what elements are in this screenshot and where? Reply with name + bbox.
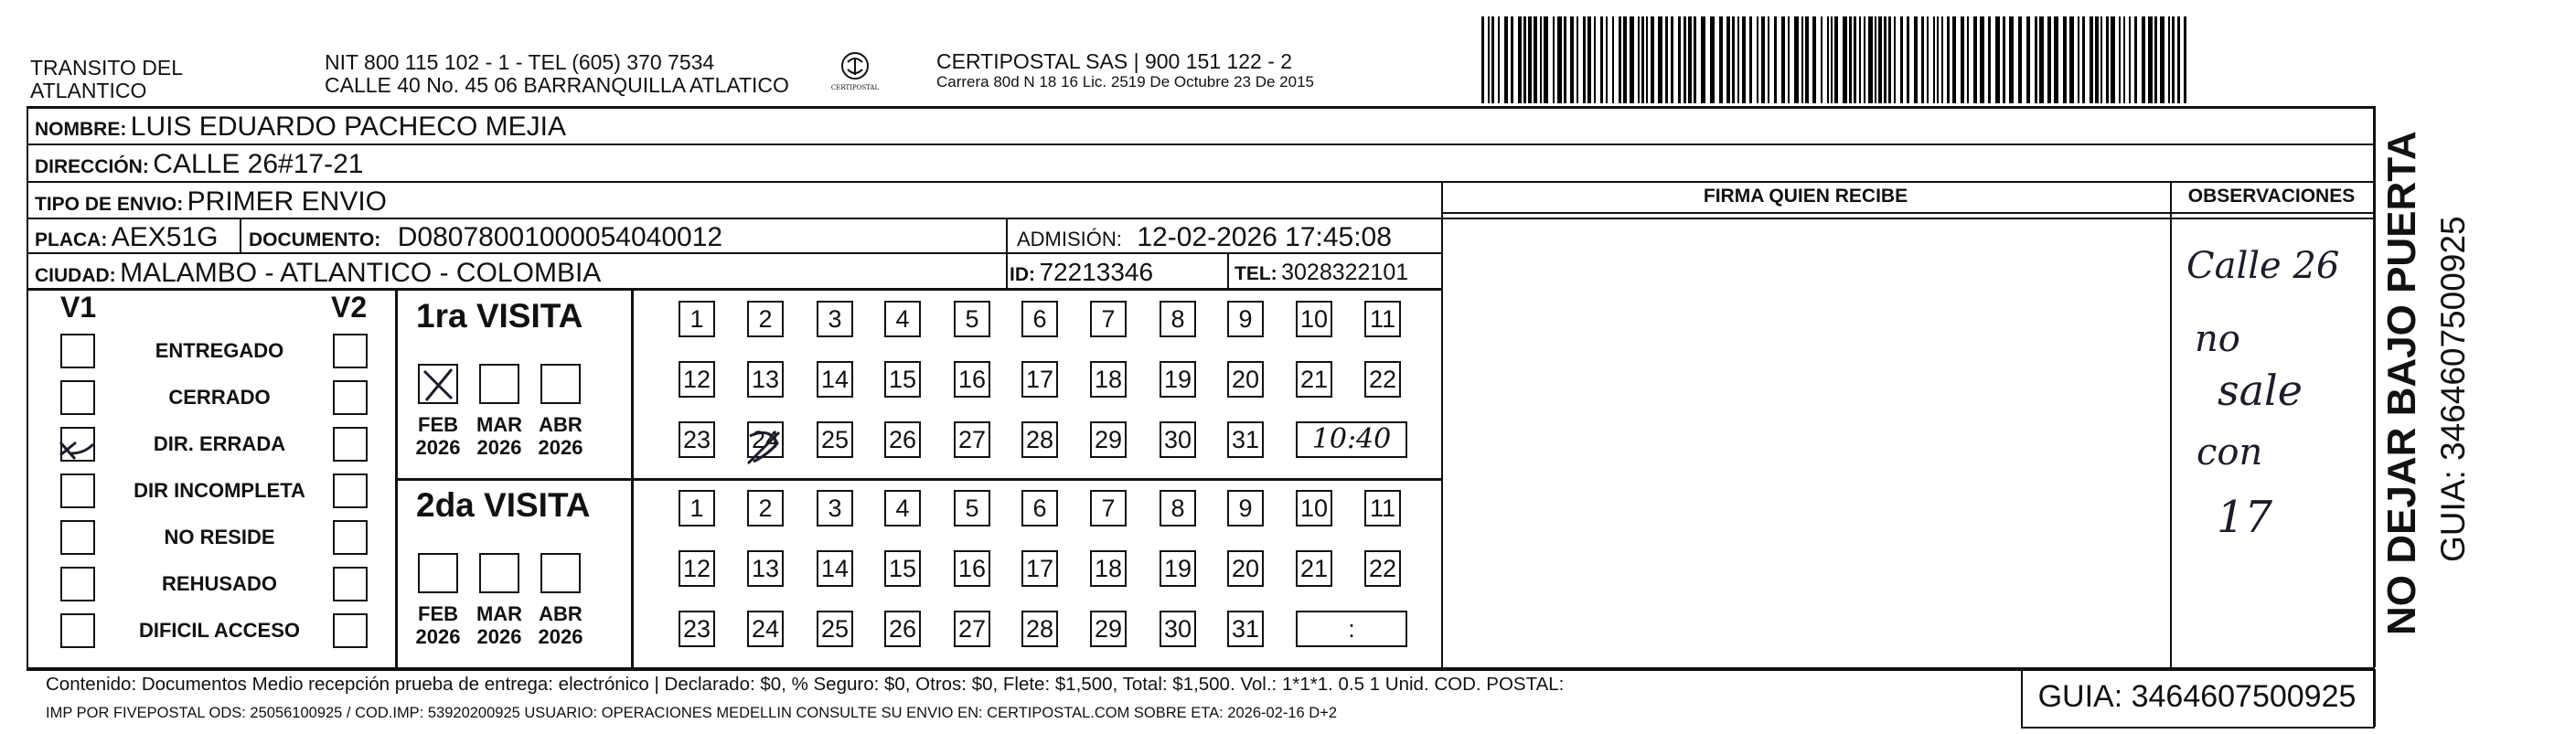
v1-checkbox[interactable] (60, 520, 95, 555)
ciudad-field (35, 258, 601, 289)
day-box[interactable]: 21 (1296, 361, 1332, 398)
day-box[interactable]: 17 (1021, 550, 1058, 587)
barcode-bar (1623, 16, 1627, 103)
day-box[interactable]: 27 (954, 421, 990, 458)
day-box[interactable]: 16 (954, 361, 990, 398)
address-line: CALLE 40 No. 45 06 BARRANQUILLA ATLATICO (325, 73, 789, 97)
barcode-bar (1827, 16, 1829, 103)
barcode-bar (2119, 16, 2121, 103)
month-checkbox[interactable] (479, 364, 519, 404)
day-box[interactable]: 28 (1021, 611, 1058, 647)
v1-checkmark (53, 426, 117, 472)
barcode-bar (1914, 16, 1918, 103)
barcode-bar (2039, 16, 2044, 103)
day-box[interactable]: 3 (817, 301, 853, 337)
id-label: ID: (1010, 264, 1035, 285)
barcode-bar (2063, 16, 2067, 103)
barcode-bar (1523, 16, 1526, 103)
day-box[interactable]: 1 (679, 301, 715, 337)
barcode-bar (1701, 16, 1705, 103)
org-name-line2: ATLANTICO (30, 79, 147, 102)
v2-checkbox[interactable] (333, 427, 368, 462)
month-label (472, 602, 527, 648)
day-box[interactable]: 11 (1364, 301, 1401, 337)
license-line: Carrera 80d N 18 16 Lic. 2519 De Octubre 23 De 2015 (936, 73, 1314, 90)
col-line (1227, 252, 1229, 288)
barcode-bar (1719, 16, 1723, 103)
barcode-bar (1638, 16, 1640, 103)
day-box[interactable]: 14 (817, 361, 853, 398)
barcode-bar (2090, 16, 2093, 103)
barcode-bar (1921, 16, 1924, 103)
nombre-field (35, 112, 566, 143)
barcode-bar (2177, 16, 2180, 103)
barcode-bar (1933, 16, 1935, 103)
barcode-bar (1878, 16, 1882, 103)
day-box[interactable]: 10 (1296, 301, 1332, 337)
day-box[interactable]: 19 (1160, 361, 1196, 398)
documento-label: DOCUMENTO: (249, 229, 381, 250)
barcode-bar (2026, 16, 2030, 103)
admision-field (1017, 222, 1392, 253)
day-box[interactable]: 28 (1021, 421, 1058, 458)
barcode-bar (2129, 16, 2131, 103)
day-box[interactable]: 6 (1021, 490, 1058, 527)
tipo-envio-label: TIPO DE ENVIO: (35, 194, 184, 215)
day-24-mark (743, 427, 788, 469)
barcode-bar (1894, 16, 1896, 103)
barcode-bar (1671, 16, 1673, 103)
barcode-bar (1941, 16, 1943, 103)
barcode-bar (1834, 16, 1838, 103)
month-checkbox[interactable] (540, 364, 581, 404)
day-box[interactable]: 24 (747, 421, 784, 458)
day-box[interactable]: 7 (1090, 301, 1127, 337)
day-box[interactable]: 20 (1227, 361, 1264, 398)
day-box[interactable]: 23 (679, 611, 715, 647)
v1-checkbox[interactable] (60, 380, 95, 415)
barcode-bar (1678, 16, 1681, 103)
row-line (27, 218, 2373, 219)
barcode-bar (1557, 16, 1562, 103)
status-label: ENTREGADO (155, 339, 284, 362)
barcode-bar (1570, 16, 1574, 103)
v1-checkbox[interactable] (60, 567, 95, 601)
v2-checkbox[interactable] (333, 380, 368, 415)
day-box[interactable]: 31 (1227, 611, 1264, 647)
day-box[interactable]: 16 (954, 550, 990, 587)
barcode-bar (1511, 16, 1513, 103)
barcode-bar (1481, 16, 1484, 103)
month-checkbox[interactable] (540, 553, 581, 593)
barcode-bar (2106, 16, 2109, 103)
barcode-bar (1583, 16, 1586, 103)
v1-checkbox[interactable] (60, 473, 95, 508)
barcode-bar (1694, 16, 1696, 103)
day-box[interactable]: 4 (884, 301, 921, 337)
barcode-bar (1988, 16, 1991, 103)
barcode-bar (1794, 16, 1799, 103)
barcode-bar (1658, 16, 1662, 103)
barcode-bar (2160, 16, 2164, 103)
v2-header: V2 (331, 291, 368, 324)
month-year: 2026 (538, 625, 583, 648)
v2-checkbox[interactable] (333, 334, 368, 368)
month-year: 2026 (476, 436, 522, 459)
day-box[interactable]: 29 (1090, 611, 1127, 647)
barcode-bar (2054, 16, 2058, 103)
day-box[interactable]: 12 (679, 550, 715, 587)
day-box[interactable]: 4 (884, 490, 921, 527)
barcode-bar (1801, 16, 1803, 103)
barcode-bar (2018, 16, 2022, 103)
barcode-bar (1888, 16, 1891, 103)
barcode (1481, 16, 2195, 103)
barcode-bar (2047, 16, 2051, 103)
observation-line-3: sale (2218, 366, 2303, 415)
barcode-bar (1544, 16, 1548, 103)
barcode-bar (1843, 16, 1847, 103)
month-name: MAR (476, 602, 523, 625)
row-line (27, 181, 2373, 183)
documento-value: D08078001000054040012 (397, 222, 723, 252)
barcode-bar (1710, 16, 1715, 103)
col-line (2170, 181, 2172, 669)
ciudad-value: MALAMBO - ATLANTICO - COLOMBIA (120, 258, 602, 288)
month-name: ABR (539, 602, 583, 625)
day-box[interactable]: 2 (747, 490, 784, 527)
barcode-bar (1540, 16, 1542, 103)
observaciones-header: OBSERVACIONES (2187, 186, 2356, 207)
barcode-bar (1612, 16, 1614, 103)
visit-row-divider (395, 478, 1441, 481)
barcode-bar (1619, 16, 1621, 103)
barcode-bar (2184, 16, 2186, 103)
barcode-bar (1884, 16, 1887, 103)
documento-field (249, 222, 722, 253)
day-box[interactable]: 27 (954, 611, 990, 647)
barcode-bar (1821, 16, 1822, 103)
month-label (533, 602, 588, 648)
month-year: 2026 (538, 436, 583, 459)
month-label (533, 413, 588, 459)
no-dejar-notice: NO DEJAR BAJO PUERTA (2379, 131, 2424, 635)
barcode-bar (2154, 16, 2157, 103)
visit2-title: 2da VISITA (416, 486, 591, 524)
org-name-line1: TRANSITO DEL (30, 56, 183, 80)
tipo-envio-value: PRIMER ENVIO (187, 186, 388, 217)
day-box[interactable]: 9 (1227, 490, 1264, 527)
footer-imp-line: IMP POR FIVEPOSTAL ODS: 25056100925 / COD.IMP: 53920200925 USUARIO: OPERACIONES MEDELLIN CONSULTE SU ENVIO EN: CERTIPOSTAL.COM SOBRE ETA: 2026-02-16 D+2 (46, 705, 1338, 721)
barcode-bar (2148, 16, 2153, 103)
barcode-bar (2009, 16, 2014, 103)
tel-value: 3028322101 (1281, 260, 1409, 285)
footer-guia-right (2373, 669, 2376, 727)
tel-label: TEL: (1235, 263, 1277, 284)
barcode-bar (1859, 16, 1861, 103)
barcode-bar (1587, 16, 1591, 103)
barcode-bar (1757, 16, 1758, 103)
barcode-bar (1688, 16, 1692, 103)
v1-checkbox[interactable] (60, 334, 95, 368)
barcode-bar (1781, 16, 1785, 103)
direccion-label: DIRECCIÓN: (35, 156, 149, 177)
status-label: DIR INCOMPLETA (134, 479, 305, 502)
day-box[interactable]: 5 (954, 490, 990, 527)
barcode-bar (1564, 16, 1566, 103)
barcode-bar (1875, 16, 1876, 103)
barcode-bar (1646, 16, 1648, 103)
day-box[interactable]: 8 (1160, 301, 1196, 337)
barcode-bar (1952, 16, 1956, 103)
month-label (472, 413, 527, 459)
day-box[interactable]: 21 (1296, 550, 1332, 587)
day-box[interactable]: 24 (747, 611, 784, 647)
barcode-bar (1967, 16, 1969, 103)
barcode-bar (2078, 16, 2079, 103)
barcode-bar (1805, 16, 1809, 103)
admision-label: ADMISIÓN: (1017, 228, 1122, 250)
barcode-bar (1937, 16, 1939, 103)
ciudad-label: CIUDAD: (35, 265, 116, 286)
v2-checkbox[interactable] (333, 613, 368, 648)
day-box[interactable]: 26 (884, 421, 921, 458)
barcode-bar (1742, 16, 1746, 103)
month-name: ABR (539, 413, 583, 436)
barcode-bar (1737, 16, 1739, 103)
barcode-bar (1600, 16, 1603, 103)
barcode-bar (1868, 16, 1873, 103)
frame-right (2373, 106, 2376, 667)
barcode-bar (1900, 16, 1903, 103)
company-line: CERTIPOSTAL SAS | 900 151 122 - 2 (936, 49, 1293, 73)
day-box[interactable]: 13 (747, 550, 784, 587)
col-line (240, 218, 241, 252)
month-x-mark (417, 364, 463, 410)
barcode-bar (2095, 16, 2099, 103)
day-box[interactable]: 10 (1296, 490, 1332, 527)
barcode-bar (1577, 16, 1578, 103)
month-year: 2026 (476, 625, 522, 648)
barcode-bar (1683, 16, 1686, 103)
barcode-bar (1961, 16, 1964, 103)
month-checkbox[interactable] (418, 553, 458, 593)
barcode-bar (1488, 16, 1490, 103)
month-label (411, 602, 465, 648)
day-box[interactable]: 25 (817, 611, 853, 647)
logo-text: CERTIPOSTAL (830, 84, 880, 91)
visit1-title: 1ra VISITA (416, 297, 583, 335)
company-info (936, 49, 1314, 91)
day-box[interactable]: 8 (1160, 490, 1196, 527)
day-box[interactable]: 30 (1160, 421, 1196, 458)
month-year: 2026 (415, 625, 461, 648)
col-line (1006, 218, 1008, 288)
barcode-bar (1528, 16, 1532, 103)
month-name: FEB (418, 602, 458, 625)
barcode-bar (1927, 16, 1929, 103)
firma-header: FIRMA QUIEN RECIBE (1703, 186, 1908, 207)
day-box[interactable]: 26 (884, 611, 921, 647)
observation-line-1: Calle 26 (2186, 245, 2340, 287)
time-box[interactable]: 10:40 (1296, 421, 1407, 458)
day-box[interactable]: 6 (1021, 301, 1058, 337)
status-label: CERRADO (168, 386, 271, 409)
day-box[interactable]: 2 (747, 301, 784, 337)
placa-label: PLACA: (35, 229, 108, 250)
nit-line: NIT 800 115 102 - 1 - TEL (605) 370 7534 (325, 50, 715, 74)
day-box[interactable]: 29 (1090, 421, 1127, 458)
status-label: NO RESIDE (164, 526, 275, 548)
v2-checkbox[interactable] (333, 520, 368, 555)
barcode-bar (1788, 16, 1790, 103)
barcode-bar (1831, 16, 1833, 103)
col-line (1441, 181, 1443, 669)
day-box[interactable]: 3 (817, 490, 853, 527)
month-label (411, 413, 465, 459)
barcode-bar (1995, 16, 2000, 103)
barcode-bar (1665, 16, 1668, 103)
org-name (30, 57, 183, 102)
placa-value: AEX51G (111, 222, 219, 252)
barcode-bar (2035, 16, 2037, 103)
barcode-bar (2082, 16, 2085, 103)
row-line (1441, 212, 2373, 214)
id-value: 72213346 (1039, 258, 1154, 286)
barcode-bar (1518, 16, 1522, 103)
direccion-field (35, 149, 363, 180)
day-box[interactable]: 9 (1227, 301, 1264, 337)
barcode-bar (1973, 16, 1977, 103)
footer-contenido: Contenido: Documentos Medio recepción prueba de entrega: electrónico | Declarado: $0, % Seguro: $0, Otros: $0, Flete: $1,500, Total: $1,500. Vol.: 1*1*1. 0.5 1 Unid. COD. POSTAL: (46, 674, 1565, 695)
frame-top (27, 106, 2373, 109)
barcode-bar (2100, 16, 2102, 103)
barcode-bar (1732, 16, 1735, 103)
row-line (27, 144, 2373, 145)
barcode-bar (1774, 16, 1777, 103)
side-guia: GUIA: 3464607500925 (2434, 216, 2472, 562)
day-box[interactable]: 7 (1090, 490, 1127, 527)
certipostal-logo (823, 49, 887, 104)
barcode-bar (2069, 16, 2074, 103)
day-box[interactable]: 12 (679, 361, 715, 398)
day-box[interactable]: 18 (1090, 361, 1127, 398)
v2-checkbox[interactable] (333, 473, 368, 508)
day-box[interactable]: 31 (1227, 421, 1264, 458)
day-box[interactable]: 1 (679, 490, 715, 527)
month-name: MAR (476, 413, 523, 436)
nombre-value: LUIS EDUARDO PACHECO MEJIA (130, 112, 566, 142)
observation-line-2: no (2195, 318, 2240, 360)
observation-line-5: 17 (2217, 492, 2273, 543)
day-box[interactable]: 15 (884, 361, 921, 398)
barcode-bar (1768, 16, 1769, 103)
barcode-bar (1553, 16, 1555, 103)
barcode-bar (1864, 16, 1865, 103)
status-label: DIR. ERRADA (153, 432, 286, 455)
day-box[interactable]: 5 (954, 301, 990, 337)
barcode-bar (1594, 16, 1596, 103)
barcode-bar (1504, 16, 1508, 103)
tipo-envio-field (35, 186, 387, 218)
day-box[interactable]: 13 (747, 361, 784, 398)
tel-field (1235, 260, 1408, 286)
barcode-bar (1641, 16, 1644, 103)
placa-field (35, 222, 219, 253)
day-box[interactable]: 11 (1364, 490, 1401, 527)
barcode-bar (2172, 16, 2175, 103)
org-contact (325, 51, 789, 97)
barcode-bar (2003, 16, 2005, 103)
day-box[interactable]: 18 (1090, 550, 1127, 587)
month-year: 2026 (415, 436, 461, 459)
barcode-bar (2142, 16, 2145, 103)
barcode-bar (1907, 16, 1909, 103)
barcode-bar (1491, 16, 1494, 103)
observation-line-4: con (2197, 431, 2263, 473)
id-field (1010, 258, 1153, 287)
time-box[interactable]: : (1296, 611, 1407, 647)
footer-guia-bottom (2021, 727, 2375, 729)
barcode-bar (1534, 16, 1537, 103)
barcode-bar (1498, 16, 1500, 103)
day-box[interactable]: 25 (817, 421, 853, 458)
certipostal-logo-icon (823, 49, 887, 104)
barcode-bar (1947, 16, 1950, 103)
barcode-bar (1849, 16, 1852, 103)
day-box[interactable]: 20 (1227, 550, 1264, 587)
barcode-bar (1651, 16, 1654, 103)
barcode-bar (1630, 16, 1634, 103)
barcode-bar (2111, 16, 2115, 103)
barcode-bar (2123, 16, 2125, 103)
barcode-bar (1812, 16, 1816, 103)
barcode-bar (2168, 16, 2170, 103)
frame-left (27, 106, 28, 667)
day-box[interactable]: 19 (1160, 550, 1196, 587)
v2-checkbox[interactable] (333, 567, 368, 601)
nombre-label: NOMBRE: (35, 119, 127, 140)
day-box[interactable]: 23 (679, 421, 715, 458)
barcode-bar (1606, 16, 1608, 103)
v1-header: V1 (60, 291, 97, 324)
barcode-bar (1854, 16, 1856, 103)
v1-checkbox[interactable] (60, 613, 95, 648)
direccion-value: CALLE 26#17-21 (153, 149, 364, 179)
status-label: REHUSADO (162, 572, 277, 595)
month-checkbox[interactable] (479, 553, 519, 593)
day-box[interactable]: 17 (1021, 361, 1058, 398)
day-box[interactable]: 30 (1160, 611, 1196, 647)
admision-value: 12-02-2026 17:45:08 (1137, 222, 1392, 252)
day-box[interactable]: 14 (817, 550, 853, 587)
status-label: DIFICIL ACCESO (138, 619, 300, 642)
barcode-bar (1749, 16, 1752, 103)
day-box[interactable]: 22 (1364, 550, 1401, 587)
day-box[interactable]: 22 (1364, 361, 1401, 398)
barcode-bar (1726, 16, 1730, 103)
barcode-bar (1761, 16, 1765, 103)
month-name: FEB (418, 413, 458, 436)
barcode-bar (1980, 16, 1984, 103)
footer-guia: GUIA: 3464607500925 (2037, 679, 2357, 714)
day-box[interactable]: 15 (884, 550, 921, 587)
barcode-bar (2134, 16, 2137, 103)
